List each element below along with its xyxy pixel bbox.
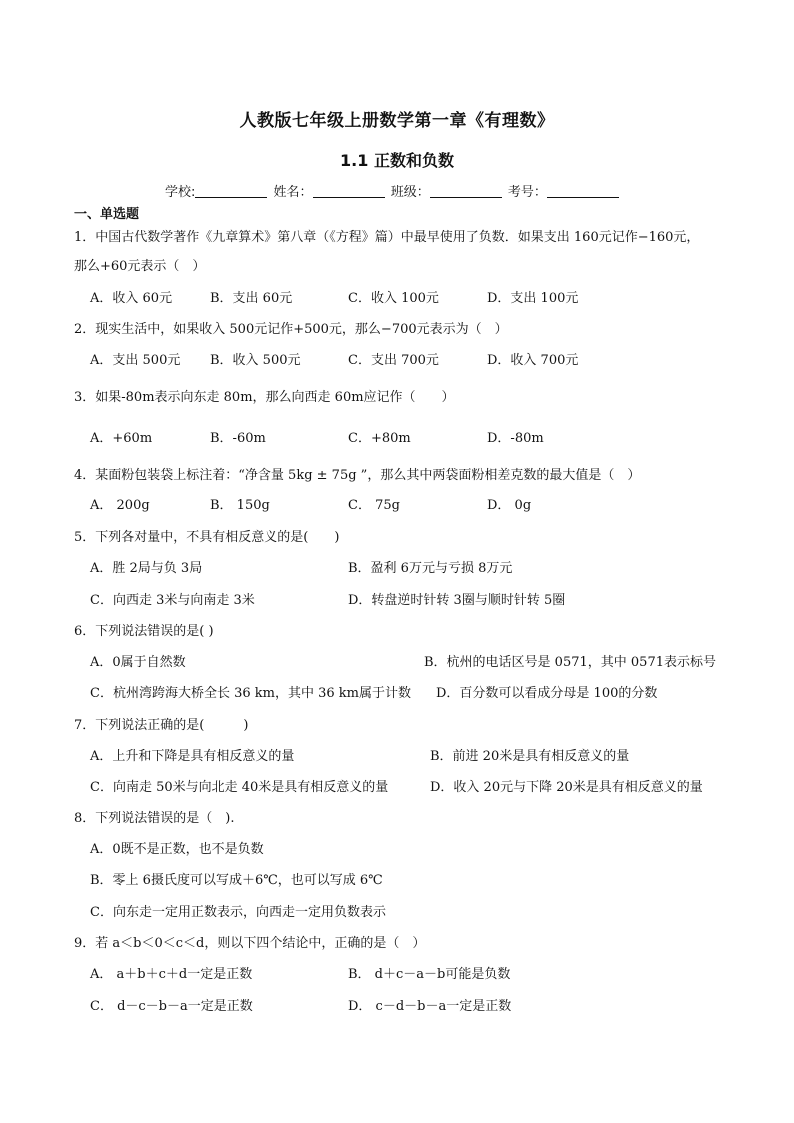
page-subtitle: 1.1 正数和负数 [340,151,454,170]
question-3-stem: 3．如果-80m表示向东走 80m，那么向西走 60m应记作（ ） [74,390,455,405]
question-6-option-c[interactable]: C．杭州湾跨海大桥全长 36 km，其中 36 km属于计数 [90,686,411,701]
question-1-option-c[interactable]: C．收入 100元 [348,291,439,306]
question-9-stem: 9．若 a＜b＜0＜c＜d，则以下四个结论中，正确的是（ ） [74,936,426,951]
question-1-stem-line-2: 那么+60元表示（ ） [74,259,206,274]
question-1-stem-line-1: 1．中国古代数学著作《九章算术》第八章（《方程》篇）中最早使用了负数．如果支出 160元记作−160元， [74,230,700,245]
question-5-option-c[interactable]: C．向西走 3米与向南走 3米 [90,593,255,608]
question-6-option-d[interactable]: D．百分数可以看成分母是 100的分数 [436,686,658,701]
question-7-option-b[interactable]: B．前进 20米是具有相反意义的量 [430,749,630,764]
question-1-option-a[interactable]: A．收入 60元 [90,291,173,306]
page-title: 人教版七年级上册数学第一章《有理数》 [239,111,555,131]
school-label: 学校: [165,185,196,200]
question-8-stem: 8．下列说法错误的是（ ). [74,811,235,826]
question-9-option-b[interactable]: B． d＋c－a－b可能是负数 [348,967,511,982]
question-2-stem: 2．现实生活中，如果收入 500元记作+500元，那么−700元表示为（ ） [74,322,508,337]
student-info-line [165,181,621,200]
exam-no-blank [547,184,619,198]
question-2-option-b[interactable]: B．收入 500元 [210,353,301,368]
question-4-option-d[interactable]: D． 0g [487,498,532,513]
question-7-option-c[interactable]: C．向南走 50米与向北走 40米是具有相反意义的量 [90,780,389,795]
name-label: 姓名： [273,185,313,200]
question-3-option-d[interactable]: D．-80m [487,431,544,446]
question-7-stem: 7．下列说法正确的是( ) [74,718,249,733]
question-9-option-d[interactable]: D． c－d－b－a一定是正数 [348,999,512,1014]
question-7-option-a[interactable]: A．上升和下降是具有相反意义的量 [90,749,295,764]
question-2-option-d[interactable]: D．收入 700元 [487,353,579,368]
question-2-option-a[interactable]: A．支出 500元 [90,353,181,368]
question-4-option-a[interactable]: A． 200g [90,498,150,513]
question-5-stem: 5．下列各对量中，不具有相反意义的是( ) [74,530,340,545]
question-3-option-c[interactable]: C．+80m [348,431,411,446]
section-heading: 一、单选题 [74,207,140,222]
question-8-option-b[interactable]: B．零上 6摄氏度可以写成＋6℃，也可以写成 6℃ [90,873,383,888]
question-4-option-b[interactable]: B． 150g [210,498,270,513]
question-7-option-d[interactable]: D．收入 20元与下降 20米是具有相反意义的量 [430,780,703,795]
name-blank [313,184,385,198]
question-5-option-d[interactable]: D．转盘逆时针转 3圈与顺时针转 5圈 [348,593,566,608]
class-label: 班级： [390,185,430,200]
question-6-option-b[interactable]: B．杭州的电话区号是 0571，其中 0571表示标号 [424,655,716,670]
question-2-option-c[interactable]: C．支出 700元 [348,353,439,368]
question-5-option-b[interactable]: B．盈利 6万元与亏损 8万元 [348,561,513,576]
question-8-option-c[interactable]: C．向东走一定用正数表示，向西走一定用负数表示 [90,905,386,920]
question-3-option-b[interactable]: B．-60m [210,431,266,446]
question-5-option-a[interactable]: A．胜 2局与负 3局 [90,561,203,576]
question-9-option-a[interactable]: A． a＋b＋c＋d一定是正数 [90,967,253,982]
class-blank [430,184,502,198]
exam-no-label: 考号： [507,185,547,200]
school-blank [195,184,267,198]
question-1-option-d[interactable]: D．支出 100元 [487,291,579,306]
question-4-stem: 4．某面粉包装袋上标注着：“净含量 5kg ± 75g ”，那么其中两袋面粉相差克数的最大值是（ ） [74,468,641,483]
question-4-option-c[interactable]: C． 75g [348,498,400,513]
question-6-option-a[interactable]: A．0属于自然数 [90,655,186,670]
question-1-option-b[interactable]: B．支出 60元 [210,291,293,306]
question-6-stem: 6．下列说法错误的是( ) [74,624,214,639]
question-8-option-a[interactable]: A．0既不是正数，也不是负数 [90,842,264,857]
question-3-option-a[interactable]: A．+60m [90,431,153,446]
question-9-option-c[interactable]: C． d－c－b－a一定是正数 [90,999,253,1014]
